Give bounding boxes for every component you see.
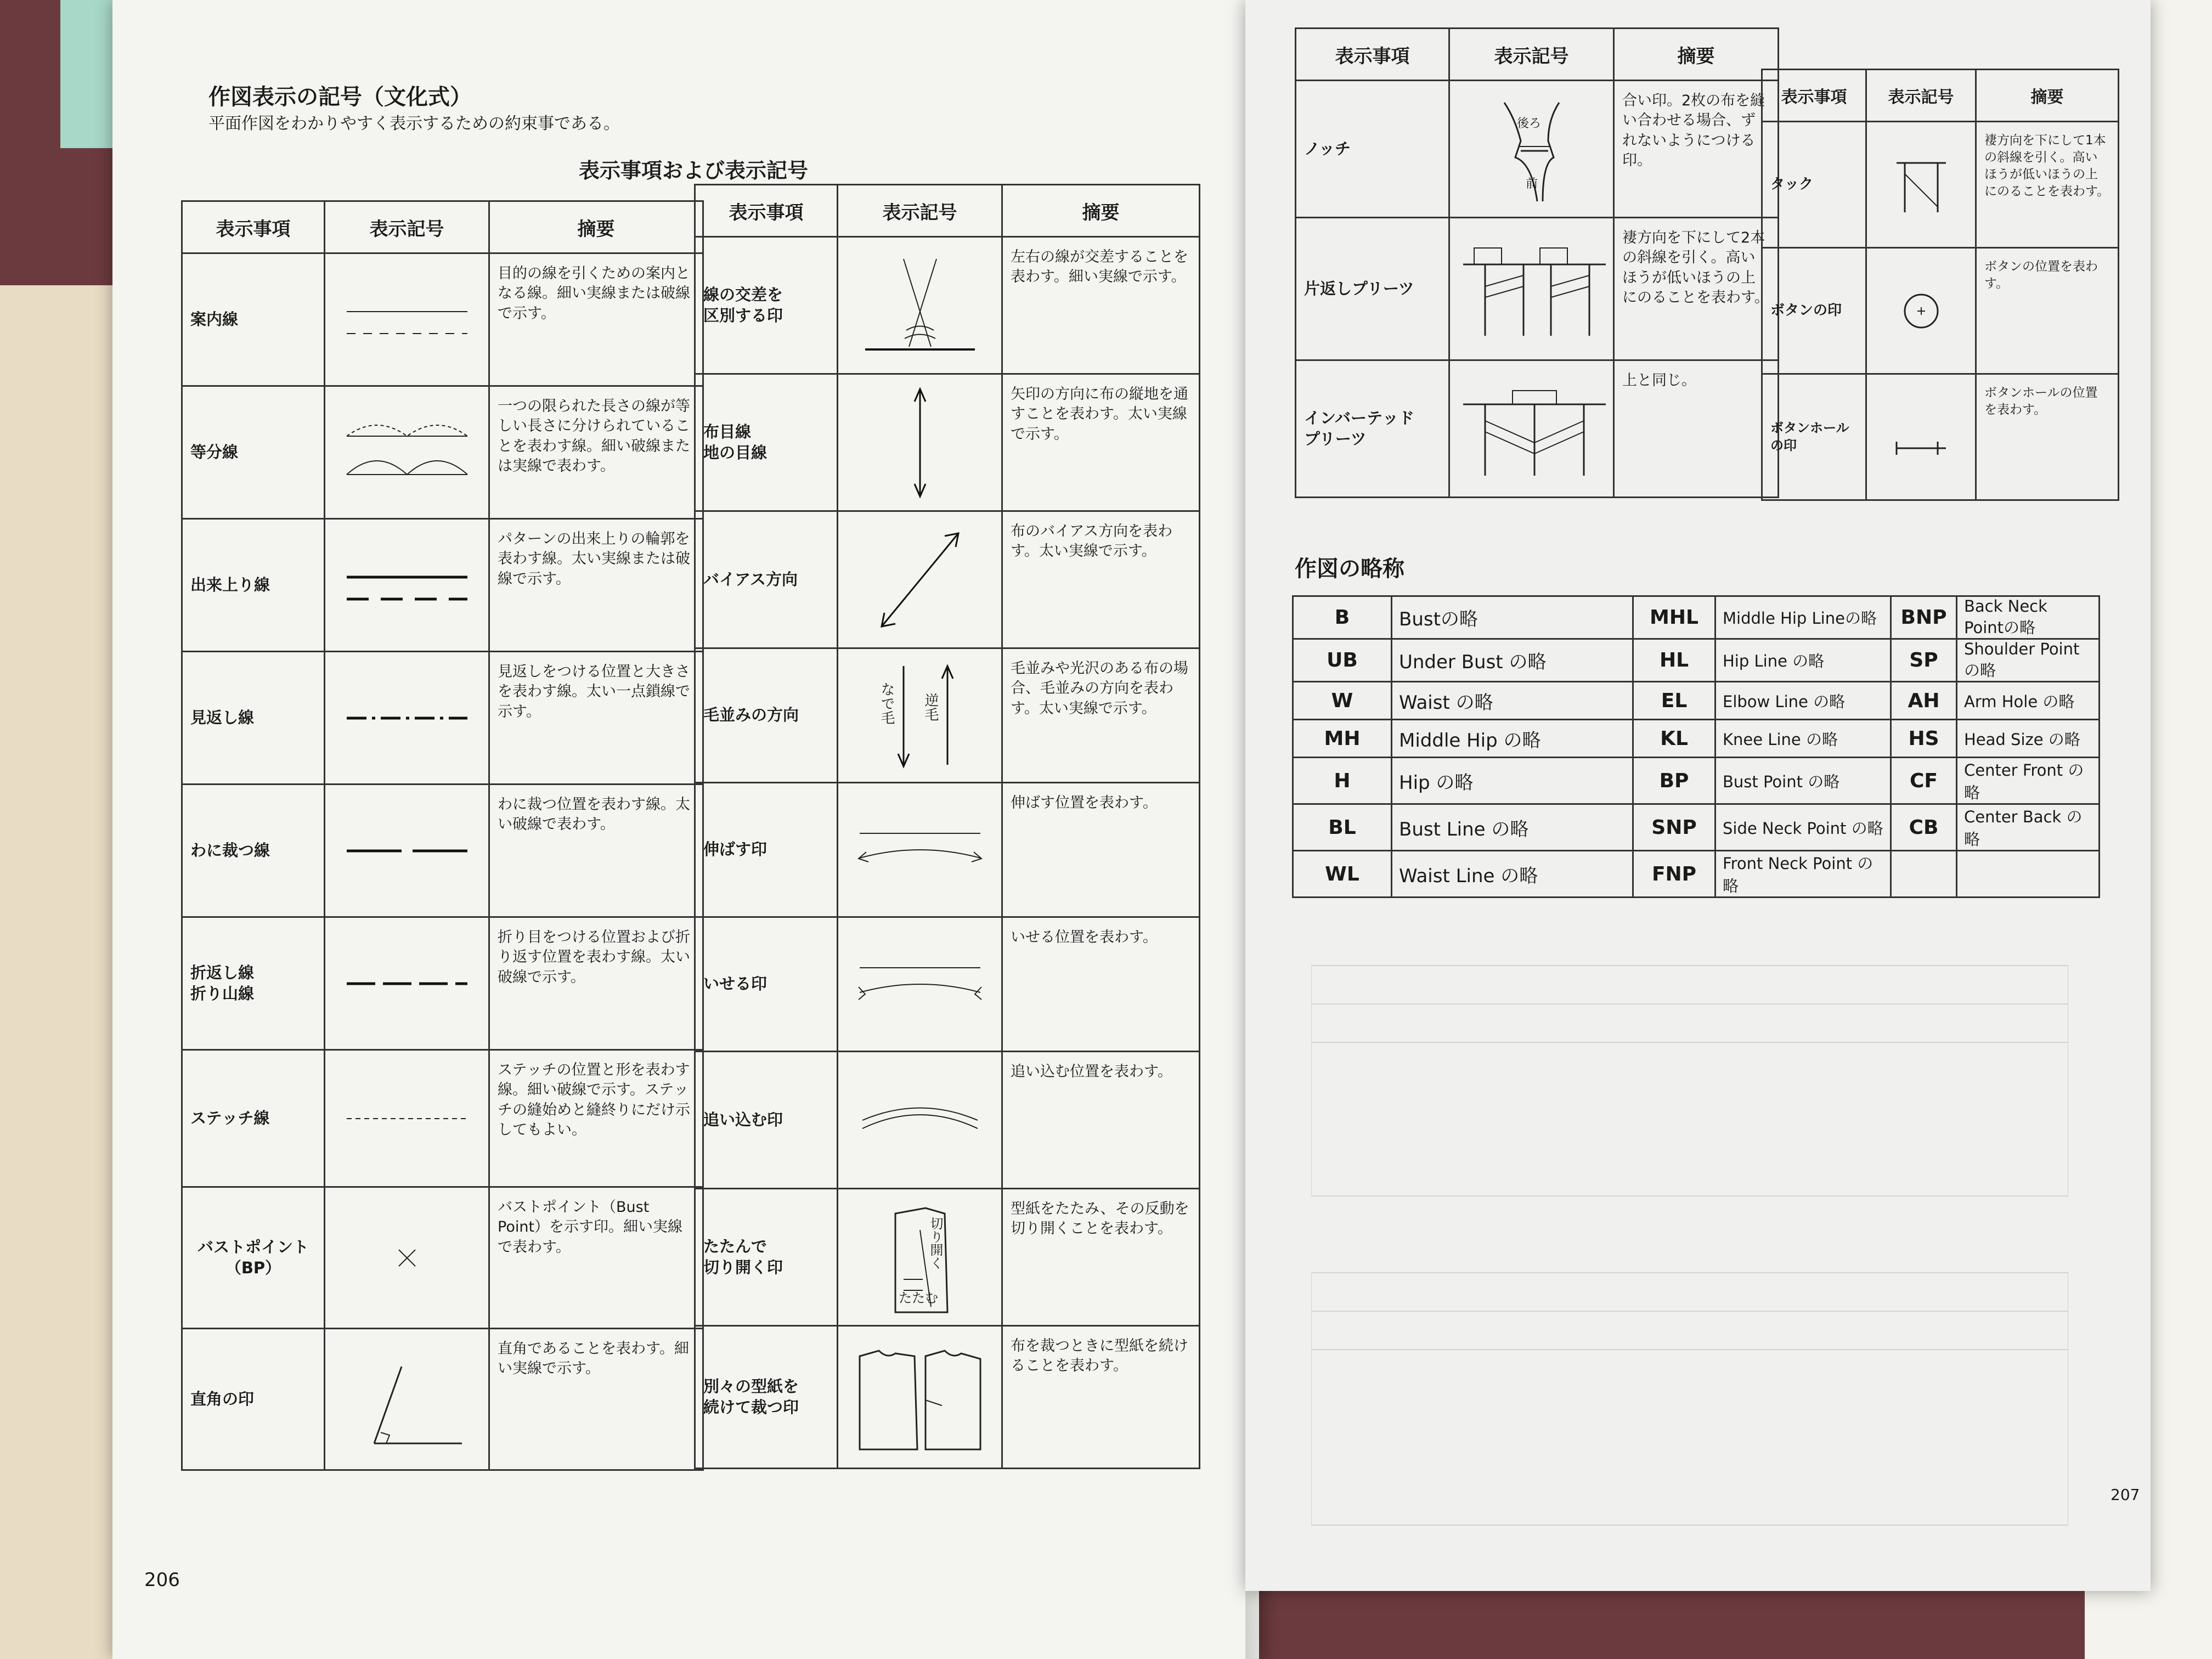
header-item: 表示事項 [1762,70,1866,122]
stretch-symbol [838,783,1002,917]
row-item: ステッチ線 [182,1050,325,1187]
row-desc: バストポイント（Bust Point）を示す印。細い実線で表わす。 [489,1187,703,1329]
header-item: 表示事項 [695,185,838,237]
abbreviation-code: H [1293,758,1392,804]
abbreviation-name: Hip Line の略 [1716,639,1891,682]
abbreviation-code: SP [1891,639,1957,682]
header-desc: 摘要 [1614,29,1779,81]
page-title: 作図表示の記号（文化式） [208,84,472,110]
bias-arrow-symbol [838,511,1002,648]
row-item: 等分線 [182,386,325,519]
abbreviation-row [1293,720,2100,758]
table-title: 表示事項および表示記号 [579,159,809,183]
abbreviation-code [1891,851,1957,898]
button-symbol [1866,248,1976,374]
abbreviation-name: Hip の略 [1392,758,1633,804]
abbreviation-name [1957,851,2100,898]
nap-up-label: 逆毛 [922,693,939,721]
show-through-table [1311,933,2068,1536]
row-desc: 布を裁つときに型紙を続けることを表わす。 [1002,1326,1200,1469]
row-desc: わに裁つ位置を表わす線。太い破線で表わす。 [489,785,703,917]
abbreviation-code: MHL [1633,596,1716,639]
row-desc: ステッチの位置と形を表わす線。細い破線で示す。ステッチの縫始めと縫終りにだけ示してもよい。 [489,1050,703,1187]
fold-line-symbol [325,917,489,1050]
desk-green-card [60,0,115,148]
row-desc: ボタンの位置を表わす。 [1976,248,2119,374]
abbreviation-code: CF [1891,758,1957,804]
row-item: 別々の型紙を 続けて裁つ印 [695,1326,838,1469]
crossing-lines-symbol [838,237,1002,374]
row-item: 見返し線 [182,652,325,785]
row-item: ボタンホールの印 [1762,374,1866,500]
stitch-line-symbol [325,1050,489,1187]
abbreviation-code: EL [1633,682,1716,720]
abbreviation-name: Bust Line の略 [1392,804,1633,851]
abbreviation-row [1293,639,2100,682]
abbreviation-row [1293,851,2100,898]
row-desc: 一つの限られた長さの線が等しい長さに分けられていることを表わす線。細い破線または実線で表わす。 [489,386,703,519]
abbreviation-code: SNP [1633,804,1716,851]
header-item: 表示事項 [1296,29,1449,81]
shrink-symbol [838,1052,1002,1189]
abbreviation-name: Side Neck Point の略 [1716,804,1891,851]
abbreviation-row [1293,804,2100,851]
row-desc: ボタンホールの位置を表わす。 [1976,374,2119,500]
abbreviation-code: BNP [1891,596,1957,639]
nap-direction-symbol [838,648,1002,783]
row-desc: 折り目をつける位置および折り返す位置を表わす線。太い破線で示す。 [489,917,703,1050]
ease-symbol [838,917,1002,1052]
row-item: 出来上り線 [182,519,325,652]
page-subtitle: 平面作図をわかりやすく表示するための約束事である。 [208,114,620,133]
abbreviation-code: KL [1633,720,1716,758]
cut-open-label: 切り開く [928,1217,943,1269]
facing-line-symbol [325,652,489,785]
row-desc: 目的の線を引くための案内となる線。細い実線または破線で示す。 [489,253,703,386]
row-desc: 褄方向を下にして2本の斜線を引く。高いほうが低いほうの上にのることを表わす。 [1614,218,1779,360]
row-item: インバーテッド プリーツ [1296,360,1449,498]
header-symbol: 表示記号 [1866,70,1976,122]
bust-point-symbol [325,1187,489,1329]
abbreviation-name: Waist Line の略 [1392,851,1633,898]
row-item: ノッチ [1296,81,1449,218]
row-item: 直角の印 [182,1329,325,1470]
row-item: たたんで 切り開く印 [695,1189,838,1326]
abbreviation-name: Center Front の略 [1957,758,2100,804]
row-item: 布目線 地の目線 [695,374,838,511]
abbreviation-name: Middle Hip の略 [1392,720,1633,758]
right-page [1245,0,2151,1591]
row-desc: 直角であることを表わす。細い実線で示す。 [489,1329,703,1470]
row-desc: 追い込む位置を表わす。 [1002,1052,1200,1189]
abbreviation-code: UB [1293,639,1392,682]
abbreviation-name: Bustの略 [1392,596,1633,639]
buttonhole-symbol [1866,374,1976,500]
header-item: 表示事項 [182,201,325,253]
abbreviation-name: Head Size の略 [1957,720,2100,758]
abbreviation-name: Middle Hip Lineの略 [1716,596,1891,639]
front-label: 前 [1526,177,1538,191]
inverted-pleat-symbol [1449,360,1614,498]
page-number: 207 [2111,1486,2140,1504]
abbreviation-code: WL [1293,851,1392,898]
row-item: タック [1762,122,1866,248]
guide-line-symbol [325,253,489,386]
nap-down-label: なで毛 [878,682,895,725]
abbreviation-row [1293,596,2100,639]
header-desc: 摘要 [489,201,703,253]
abbreviation-name: Bust Point の略 [1716,758,1891,804]
row-item: 追い込む印 [695,1052,838,1189]
row-desc: いせる位置を表わす。 [1002,917,1200,1052]
abbreviation-name: Waist の略 [1392,682,1633,720]
row-desc: 見返しをつける位置と大きさを表わす線。太い一点鎖線で示す。 [489,652,703,785]
row-item: 伸ばす印 [695,783,838,917]
abbreviation-name: Knee Line の略 [1716,720,1891,758]
abbreviation-code: HS [1891,720,1957,758]
abbreviation-code: FNP [1633,851,1716,898]
left-page [112,0,1259,1659]
row-desc: パターンの出来上りの輪郭を表わす線。太い実線または破線で示す。 [489,519,703,652]
row-desc: 毛並みや光沢のある布の場合、毛並みの方向を表わす。太い実線で示す。 [1002,648,1200,783]
abbreviation-name: Under Bust の略 [1392,639,1633,682]
row-desc: 上と同じ。 [1614,360,1779,498]
abbreviation-name: Center Back の略 [1957,804,2100,851]
back-label: 後ろ [1517,117,1542,131]
page-number: 206 [144,1569,180,1591]
row-item: 折返し線 折り山線 [182,917,325,1050]
abbreviation-table [1292,595,2100,898]
symbol-table-right [694,184,1200,1469]
abbreviation-code: B [1293,596,1392,639]
row-item: バストポイント （BP） [182,1187,325,1329]
abbreviation-title: 作図の略称 [1295,556,1404,582]
row-desc: 矢印の方向に布の縦地を通すことを表わす。太い実線で示す。 [1002,374,1200,511]
join-patterns-symbol [838,1326,1002,1469]
abbreviation-name: Front Neck Point の略 [1716,851,1891,898]
finish-line-symbol [325,519,489,652]
abbreviation-code: HL [1633,639,1716,682]
row-desc: 伸ばす位置を表わす。 [1002,783,1200,917]
row-item: 毛並みの方向 [695,648,838,783]
row-item: わに裁つ線 [182,785,325,917]
row-desc: 型紙をたたみ、その反動を切り開くことを表わす。 [1002,1189,1200,1326]
equal-division-symbol [325,386,489,519]
abbreviation-code: AH [1891,682,1957,720]
header-desc: 摘要 [1976,70,2119,122]
notch-symbol [1449,81,1614,218]
symbol-table-tuck [1761,69,2119,501]
row-desc: 左右の線が交差することを表わす。細い実線で示す。 [1002,237,1200,374]
side-pleat-symbol [1449,218,1614,360]
row-item: 片返しプリーツ [1296,218,1449,360]
header-symbol: 表示記号 [1449,29,1614,81]
abbreviation-name: Shoulder Point の略 [1957,639,2100,682]
fold-open-symbol [838,1189,1002,1326]
symbol-table-notch [1295,27,1779,498]
right-angle-symbol [325,1329,489,1470]
abbreviation-name: Elbow Line の略 [1716,682,1891,720]
abbreviation-name: Arm Hole の略 [1957,682,2100,720]
abbreviation-code: BL [1293,804,1392,851]
abbreviation-row [1293,758,2100,804]
abbreviation-code: W [1293,682,1392,720]
fold-cut-line-symbol [325,785,489,917]
fold-label: たたむ [899,1290,938,1306]
desk-pattern-paper [0,285,126,1659]
row-desc: 合い印。2枚の布を縫い合わせる場合、ずれないようにつける印。 [1614,81,1779,218]
header-symbol: 表示記号 [838,185,1002,237]
row-item: バイアス方向 [695,511,838,648]
row-item: ボタンの印 [1762,248,1866,374]
abbreviation-row [1293,682,2100,720]
abbreviation-code: MH [1293,720,1392,758]
tuck-symbol [1866,122,1976,248]
row-item: いせる印 [695,917,838,1052]
symbol-table-left [181,200,704,1471]
row-item: 線の交差を 区別する印 [695,237,838,374]
row-item: 案内線 [182,253,325,386]
header-symbol: 表示記号 [325,201,489,253]
abbreviation-code: BP [1633,758,1716,804]
abbreviation-code: CB [1891,804,1957,851]
row-desc: 褄方向を下にして1本の斜線を引く。高いほうが低いほうの上にのることを表わす。 [1976,122,2119,248]
abbreviation-name: Back Neck Pointの略 [1957,596,2100,639]
header-desc: 摘要 [1002,185,1200,237]
row-desc: 布のバイアス方向を表わす。太い実線で示す。 [1002,511,1200,648]
grainline-arrow-symbol [838,374,1002,511]
